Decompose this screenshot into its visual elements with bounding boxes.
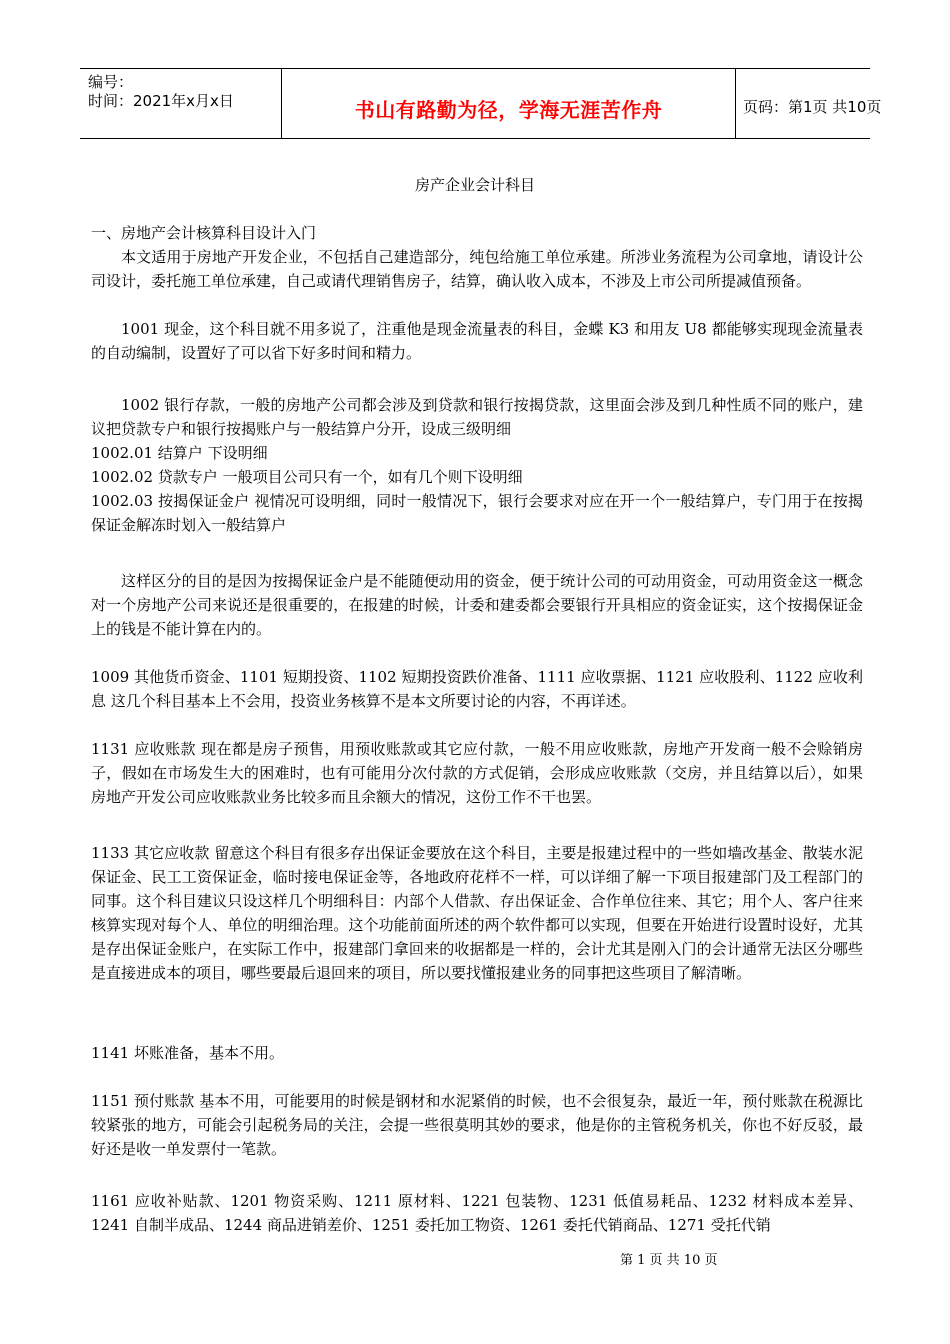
paragraph-1002-01: 1002.01 结算户 下设明细 [91,444,268,462]
header-motto: 书山有路勤为径，学海无涯苦作舟 [354,98,663,122]
paragraph-1151: 1151 预付账款 基本不用，可能要用的时候是钢材和水泥紧俏的时候，也不会很复杂，最近一年，预付账款在税源比较紧张的地方，可能会引起税务局的关注，会提一些很莫明其妙的要求，他是你的主管税务机关，你也不好反驳，最好还是收一单发票付一笔款。 [91,1092,863,1158]
paragraph-1131: 1131 应收账款 现在都是房子预售，用预收账款或其它应付款，一般不用应收账款，房地产开发商一般不会赊销房子，假如在市场发生大的困难时，也有可能用分次付款的方式促销，会形成应收账款（交房，并且结算以后），如果房地产开发公司应收账款业务比较多而且余额大的情况，这份工作不干也罢。 [91,740,863,806]
paragraph-intro: 本文适用于房地产开发企业，不包括自己建造部分，纯包给施工单位承建。所涉业务流程为公司拿地，请设计公司设计，委托施工单位承建，自己或请代理销售房子，结算，确认收入成本，不涉及上市公司所提减值预备。 [91,248,863,290]
paragraph-1002-03: 1002.03 按揭保证金户 视情况可设明细，同时一般情况下，银行会要求对应在开一个一般结算户，专门用于在按揭保证金解冻时划入一般结算户 [91,492,863,534]
document-date-label: 时间：2021年x月x日 [88,92,234,110]
document-title: 房产企业会计科目 [414,176,535,194]
section-heading: 一、房地产会计核算科目设计入门 [91,224,317,242]
paragraph-1133: 1133 其它应收款 留意这个科目有很多存出保证金要放在这个科目，主要是报建过程中的一些如墙改基金、散装水泥保证金、民工工资保证金，临时接电保证金等，各地政府花样不一样，可以详细了解一下项目报建部门及工程部门的同事。这个科目建议只设这样几个明细科目：内部个人借款、存出保证金、合作单位往来、其它；用个人、客户往来核算实现对每个人、单位的明细治理。这个功能前面所述的两个软件都可以实现，但要在开始进行设置时设好，尤其是存出保证金账户，在实际工作中，报建部门拿回来的收据都是一样的，会计尤其是刚入门的会计通常无法区分哪些是直接进成本的项目，哪些要最后退回来的项目，所以要找懂报建业务的同事把这些项目了解清晰。 [91,844,863,982]
paragraph-1001: 1001 现金，这个科目就不用多说了，注重他是现金流量表的科目，金蝶 K3 和用友 U8 都能够实现现金流量表的自动编制，设置好了可以省下好多时间和精力。 [91,320,863,362]
paragraph-1002: 1002 银行存款，一般的房地产公司都会涉及到贷款和银行按揭贷款，这里面会涉及到几种性质不同的账户，建议把贷款专户和银行按揭账户与一般结算户分开，设成三级明细 [91,396,863,438]
header-page-number: 页码：第1页 共10页 [743,98,882,116]
paragraph-1141: 1141 坏账准备，基本不用。 [91,1044,284,1062]
page-footer: 第 1 页 共 10 页 [620,1253,718,1268]
header-left-cell [80,69,281,138]
paragraph-1161: 1161 应收补贴款、1201 物资采购、1211 原材料、1221 包装物、1231 低值易耗品、1232 材料成本差异、1241 自制半成品、1244 商品进销差价、1251 委托加工物资、1261 委托代销商品、1271 受托代销 [91,1192,863,1234]
header-table [80,68,882,139]
paragraph-deposit-purpose: 这样区分的目的是因为按揭保证金户是不能随便动用的资金，便于统计公司的可动用资金，可动用资金这一概念对一个房地产公司来说还是很重要的，在报建的时候，计委和建委都会要银行开具相应的资金证实，这个按揭保证金上的钱是不能计算在内的。 [91,572,863,638]
paragraph-1009: 1009 其他货币资金、1101 短期投资、1102 短期投资跌价准备、1111 应收票据、1121 应收股利、1122 应收利息 这几个科目基本上不会用，投资业务核算不是本文所要讨论的内容，不再详述。 [91,668,863,710]
document-number-label: 编号： [88,73,134,91]
header-page-cell [735,69,882,138]
header-motto-cell [281,69,736,138]
paragraph-1002-02: 1002.02 贷款专户 一般项目公司只有一个，如有几个则下设明细 [91,468,523,486]
